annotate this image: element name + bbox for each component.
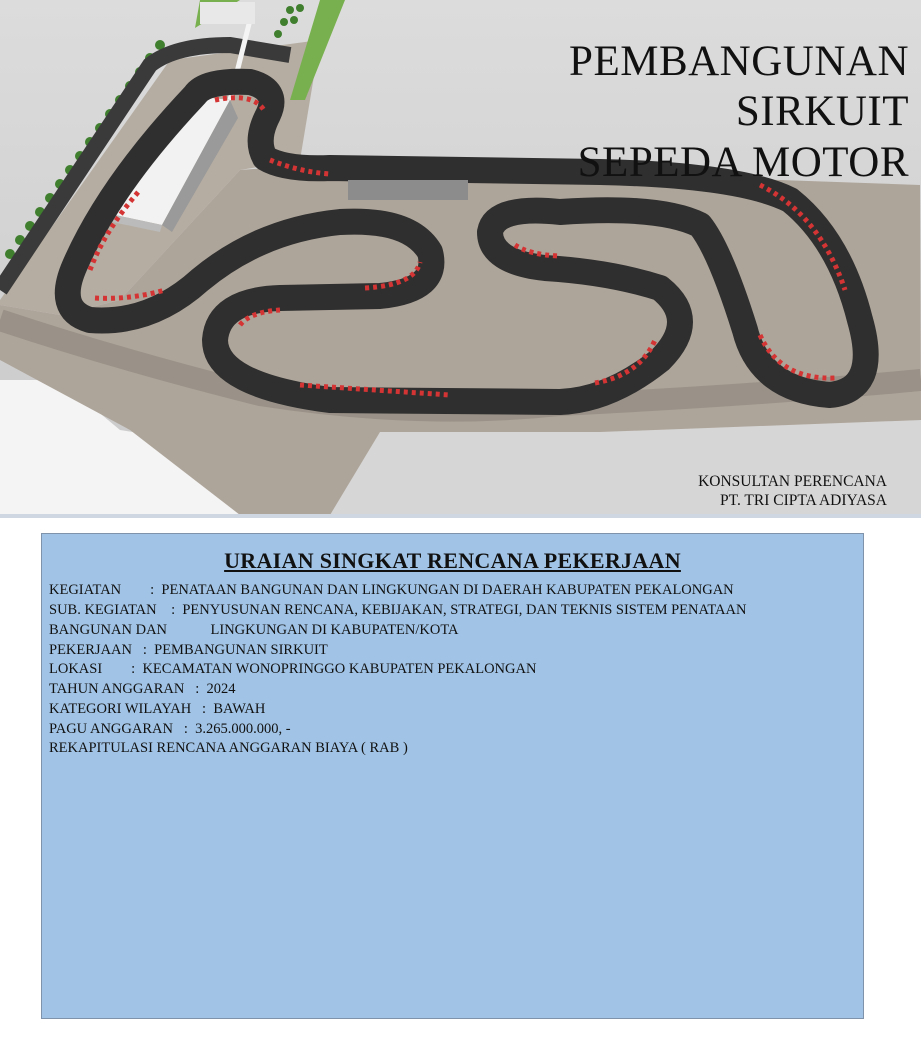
summary-line-lokasi: LOKASI : KECAMATAN WONOPRINGGO KABUPATEN PEKALONGAN [49, 661, 537, 677]
title-line-2: SIRKUIT [735, 88, 909, 135]
section-divider [0, 514, 921, 518]
summary-line-sub-kegiatan: SUB. KEGIATAN : PENYUSUNAN RENCANA, KEBIJAKAN, STRATEGI, DAN TEKNIS SISTEM PENATAAN [49, 602, 747, 618]
summary-line-rekapitulasi: REKAPITULASI RENCANA ANGGARAN BIAYA ( RAB ) [49, 740, 408, 756]
summary-line-kategori-wilayah: KATEGORI WILAYAH : BAWAH [49, 701, 266, 717]
summary-line-kegiatan: KEGIATAN : PENATAAN BANGUNAN DAN LINGKUNGAN DI DAERAH KABUPATEN PEKALONGAN [49, 582, 734, 598]
consultant-label: KONSULTAN PERENCANA [698, 473, 887, 490]
parking-area [348, 180, 468, 200]
summary-panel [41, 533, 864, 1019]
title-line-3: SEPEDA MOTOR [577, 139, 909, 186]
summary-line-pekerjaan: PEKERJAAN : PEMBANGUNAN SIRKUIT [49, 642, 328, 658]
summary-line-sub-kegiatan-cont: BANGUNAN DAN LINGKUNGAN DI KABUPATEN/KOTA [49, 622, 459, 638]
title-line-1: PEMBANGUNAN [569, 38, 909, 85]
summary-heading: URAIAN SINGKAT RENCANA PEKERJAAN [224, 548, 681, 573]
summary-line-tahun-anggaran: TAHUN ANGGARAN : 2024 [49, 681, 236, 697]
summary-line-pagu-anggaran: PAGU ANGGARAN : 3.265.000.000, - [49, 721, 291, 737]
consultant-name: PT. TRI CIPTA ADIYASA [720, 492, 887, 509]
